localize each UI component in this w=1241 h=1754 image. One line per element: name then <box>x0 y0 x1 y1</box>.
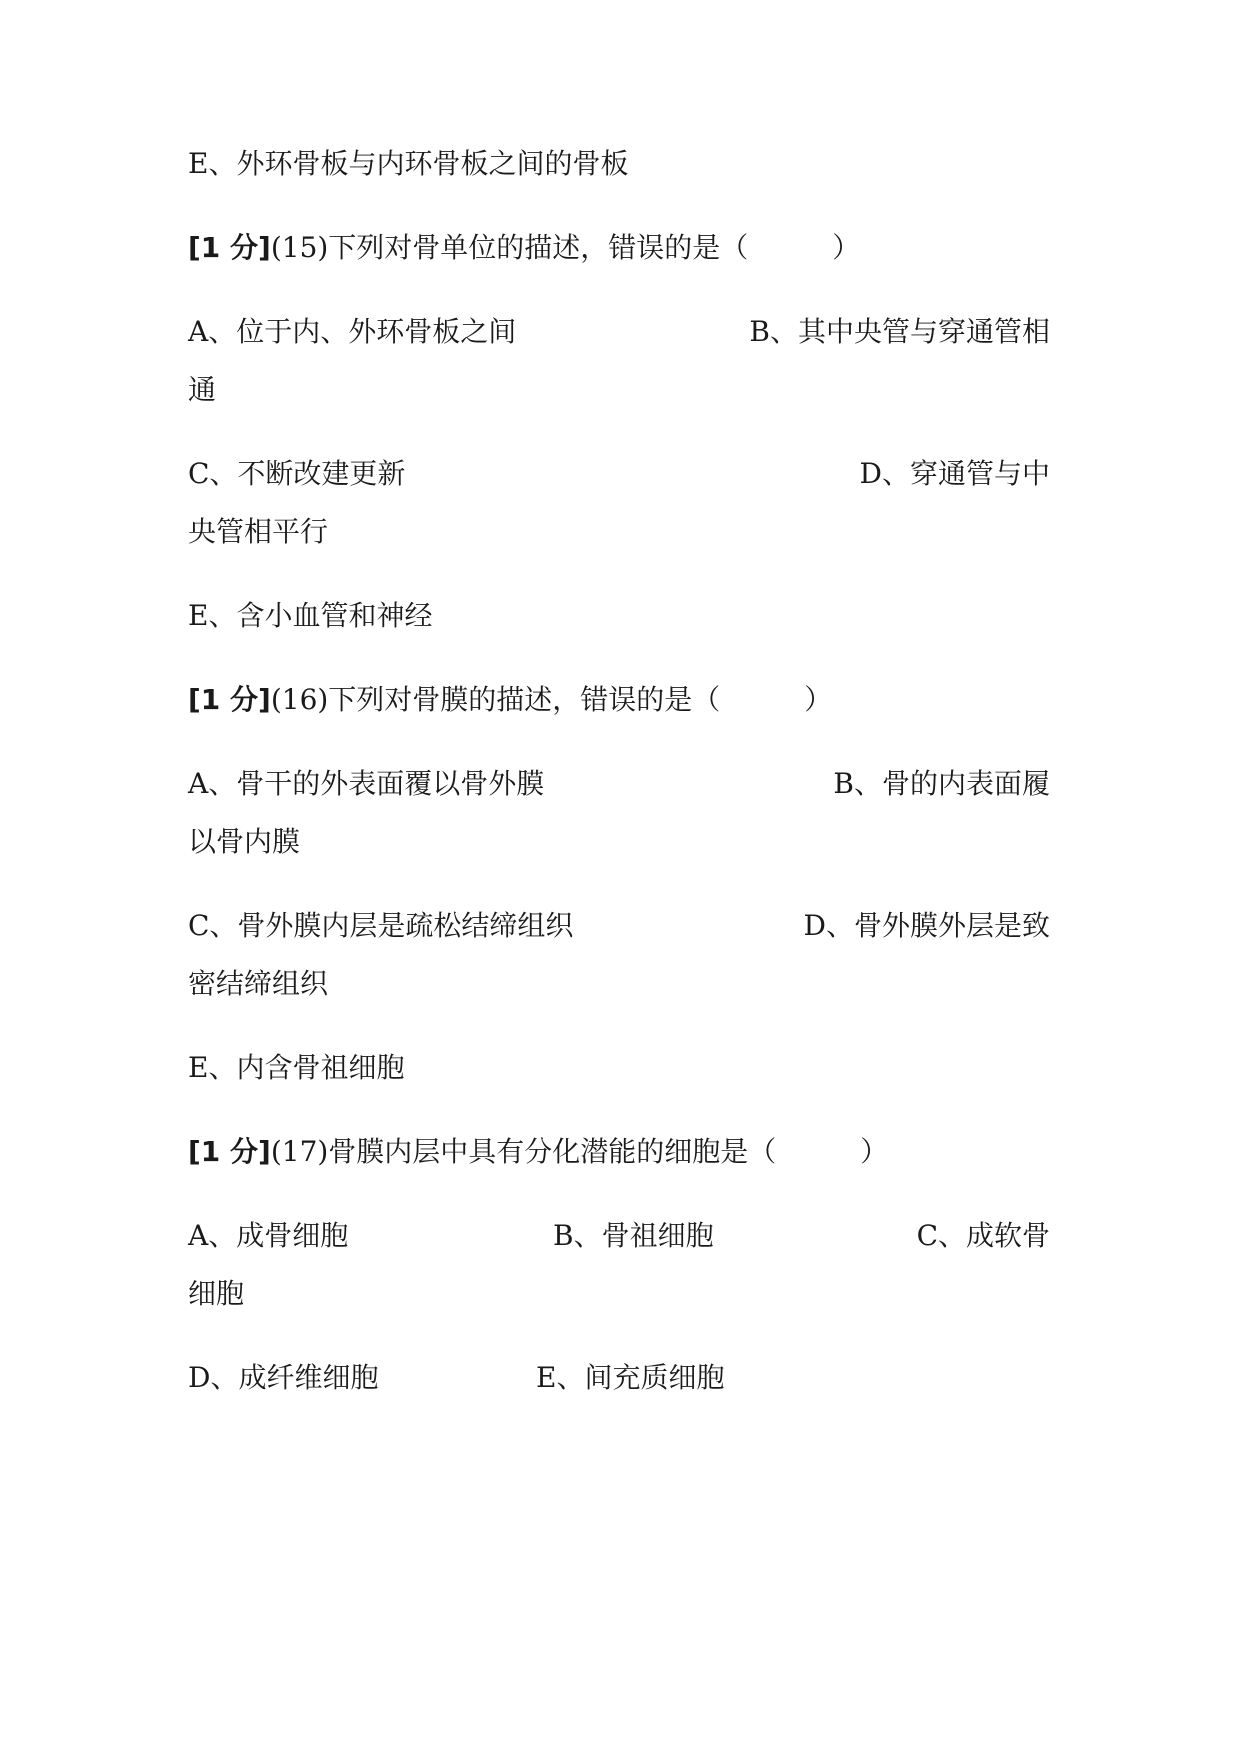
q15-option-d-continued: 央管相平行 <box>188 515 329 548</box>
q15-option-e: E、含小血管和神经 <box>188 599 433 632</box>
q17-question <box>188 1134 888 1170</box>
q16-option-a: A、骨干的外表面覆以骨外膜 <box>188 767 545 800</box>
q15-question <box>188 230 860 266</box>
q15-option-a: A、位于内、外环骨板之间 <box>188 315 517 348</box>
q16-options-ab <box>188 766 1050 802</box>
q15-option-d: D、穿通管与中 <box>859 457 1050 490</box>
q16-option-b: B、骨的内表面履 <box>833 767 1050 800</box>
q16-question <box>188 682 832 718</box>
q16-option-e: E、内含骨祖细胞 <box>188 1051 405 1084</box>
q16-option-b-continued: 以骨内膜 <box>188 825 301 858</box>
q17-option-d: D、成纤维细胞 <box>188 1361 379 1394</box>
q17-option-a: A、成骨细胞 <box>188 1219 349 1252</box>
q17-options-abc <box>188 1218 1050 1254</box>
q16-options-cd <box>188 908 1050 944</box>
q14-option-e: E、外环骨板与内环骨板之间的骨板 <box>188 147 629 180</box>
q16-option-d-continued: 密结缔组织 <box>188 967 329 1000</box>
q15-options-ab <box>188 314 1050 350</box>
q17-option-c-continued: 细胞 <box>188 1277 245 1310</box>
q17-option-e: E、间充质细胞 <box>536 1361 725 1394</box>
q16-stem: (16)下列对骨膜的描述，错误的是（ ） <box>270 683 833 716</box>
q15-score: [1 分] <box>188 231 271 264</box>
q16-option-d: D、骨外膜外层是致 <box>803 909 1050 942</box>
q17-options-de <box>188 1360 1050 1396</box>
q17-stem: (17)骨膜内层中具有分化潜能的细胞是（ ） <box>270 1135 889 1168</box>
q17-option-c: C、成软骨 <box>916 1219 1050 1252</box>
q15-options-cd <box>188 456 1050 492</box>
q15-stem: (15)下列对骨单位的描述，错误的是（ ） <box>270 231 861 264</box>
q17-score: [1 分] <box>188 1135 271 1168</box>
q15-option-b: B、其中央管与穿通管相 <box>749 315 1050 348</box>
q16-score: [1 分] <box>188 683 271 716</box>
q17-option-b: B、骨祖细胞 <box>553 1219 714 1252</box>
q15-option-c: C、不断改建更新 <box>188 457 406 490</box>
q15-option-b-continued: 通 <box>188 373 217 406</box>
q16-option-c: C、骨外膜内层是疏松结缔组织 <box>188 909 574 942</box>
